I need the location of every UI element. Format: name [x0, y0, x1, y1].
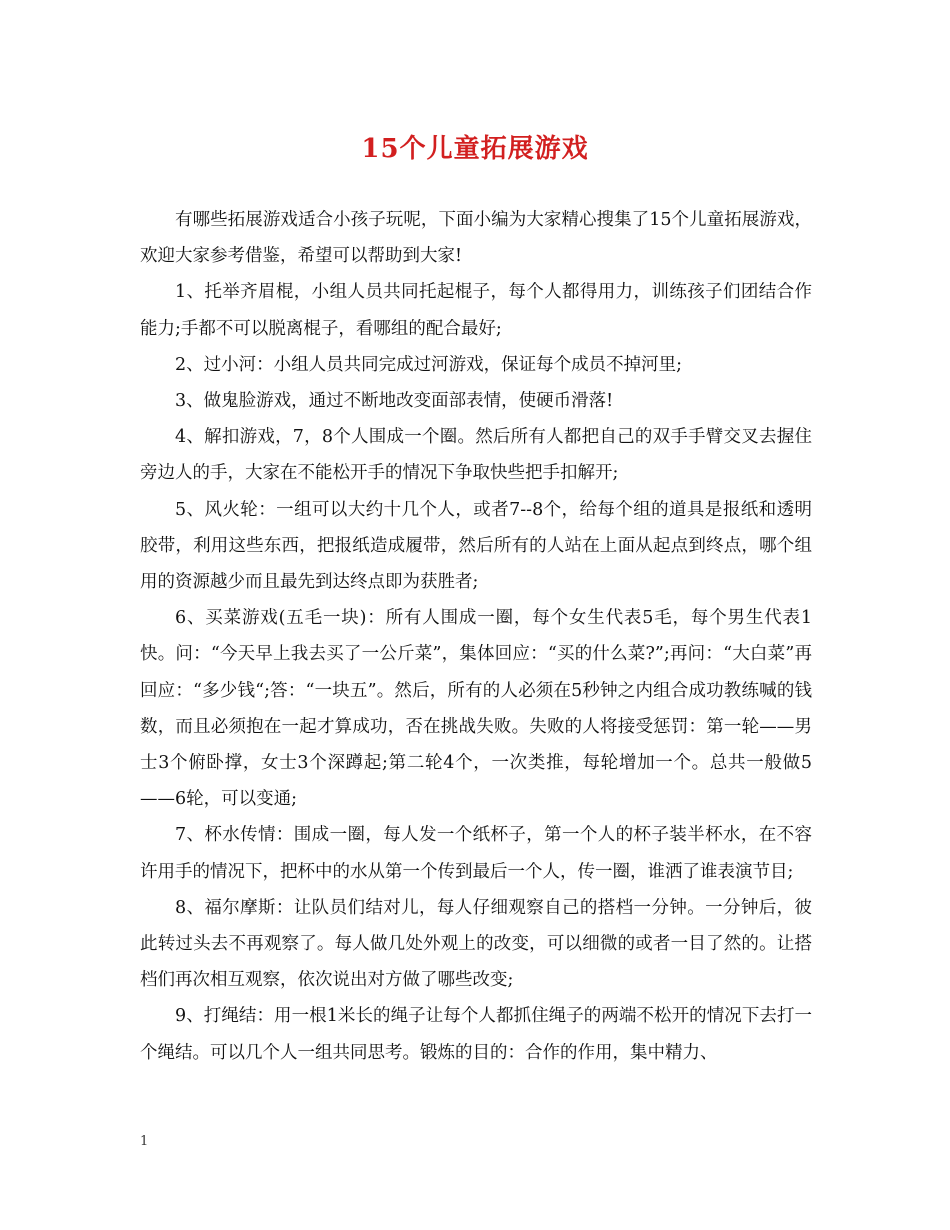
game-2-paragraph: 2、过小河：小组人员共同完成过河游戏，保证每个成员不掉河里;	[175, 354, 683, 375]
game-7-paragraph: 7、杯水传情：围成一圈，每人发一个纸杯子，第一个人的杯子装半杯水，在不容许用手的情况下，把杯中的水从第一个传到最后一个人，传一圈，谁洒了谁表演节目;	[140, 825, 812, 882]
game-3-paragraph: 3、做鬼脸游戏，通过不断地改变面部表情，使硬币滑落!	[175, 391, 614, 412]
game-4-paragraph: 4、解扣游戏，7，8个人围成一个圈。然后所有人都把自己的双手手臂交叉去握住旁边人的手，大家在不能松开手的情况下争取快些把手扣解开;	[140, 427, 812, 484]
document-title: 15个儿童拓展游戏	[361, 134, 589, 164]
game-5-paragraph: 5、风火轮：一组可以大约十几个人，或者7--8个，给每个组的道具是报纸和透明胶带，利用这些东西，把报纸造成履带，然后所有的人站在上面从起点到终点，哪个组用的资源越少而且最先到达终点即为获胜者;	[140, 499, 812, 593]
game-1-paragraph: 1、托举齐眉棍，小组人员共同托起棍子，每个人都得用力，训练孩子们团结合作能力;手都不可以脱离棍子，看哪组的配合最好;	[140, 282, 812, 339]
game-8-paragraph: 8、福尔摩斯：让队员们结对儿，每人仔细观察自己的搭档一分钟。一分钟后，彼此转过头去不再观察了。每人做几处外观上的改变，可以细微的或者一目了然的。让搭档们再次相互观察，依次说出对方做了哪些改变;	[140, 897, 812, 991]
game-6-paragraph: 6、买菜游戏(五毛一块)：所有人围成一圈，每个女生代表5毛，每个男生代表1快。问：“今天早上我去买了一公斤菜”，集体回应：“买的什么菜?”;再问：“大白菜”再回应：“多少钱“;答：“一块五”。然后，所有的人必须在5秒钟之内组合成功教练喊的钱数，而且必须抱在一起才算成功，否在挑战失败。失败的人将接受惩罚：第一轮——男士3个俯卧撑，女士3个深蹲起;第二轮4个，一次类推，每轮增加一个。总共一般做5——6轮，可以变通;	[140, 608, 812, 810]
intro-paragraph: 有哪些拓展游戏适合小孩子玩呢，下面小编为大家精心搜集了15个儿童拓展游戏，欢迎大家参考借鉴，希望可以帮助到大家!	[140, 210, 812, 267]
game-9-paragraph: 9、打绳结：用一根1米长的绳子让每个人都抓住绳子的两端不松开的情况下去打一个绳结。可以几个人一组共同思考。锻炼的目的：合作的作用，集中精力、	[140, 1006, 812, 1063]
document-body	[140, 202, 812, 1071]
page-number: 1	[140, 1134, 149, 1149]
